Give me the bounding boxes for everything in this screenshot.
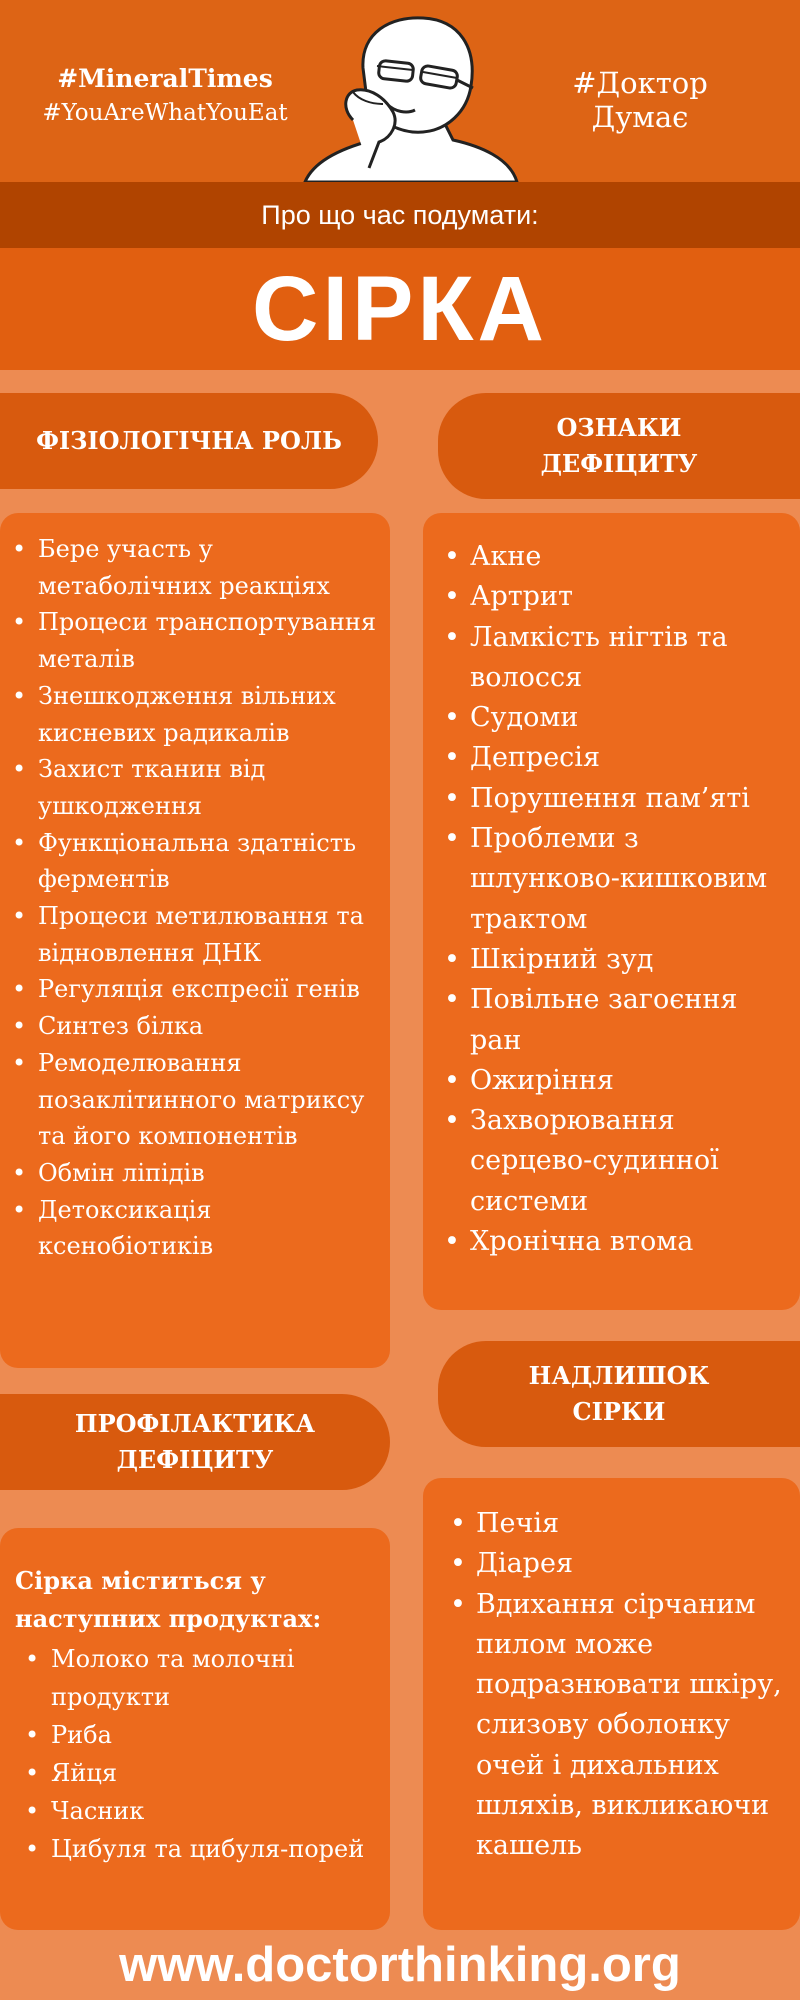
list-item: • Захист тканин від ушкодження [38, 751, 384, 824]
role-heading [0, 393, 378, 489]
excess-list [476, 1504, 788, 1867]
excess-heading [438, 1341, 800, 1447]
list-item: • Синтез білка [38, 1008, 384, 1045]
deficiency-heading [438, 393, 800, 499]
hashtag-doctor-line2: Думає [591, 100, 689, 134]
hashtag-brand: #MineralTimes [57, 64, 273, 93]
list-item: • Шкірний зуд [470, 940, 794, 980]
list-item: • Знешкодження вільних кисневих радикалів [38, 678, 384, 751]
list-item: • Діарея [476, 1544, 788, 1584]
list-item: • Порушення пам’яті [470, 779, 794, 819]
list-item: • Процеси метилювання та відновлення ДНК [38, 898, 384, 971]
list-item: • Ремоделювання позаклітинного матриксу та його компонентів [38, 1045, 384, 1155]
list-item: • Детоксикація ксенобіотиків [38, 1192, 384, 1265]
list-item: • Повільне загоєння ран [470, 980, 794, 1061]
prevention-heading-line1: ПРОФІЛАКТИКА [74, 1409, 316, 1438]
list-item: • Акне [470, 537, 794, 577]
list-item: • Регуляція експресії генів [38, 971, 384, 1008]
prevention-box [0, 1528, 390, 1930]
prevention-intro: Сірка міститься у наступних продуктах: [15, 1566, 322, 1633]
deficiency-box [423, 513, 800, 1310]
excess-box [423, 1478, 800, 1930]
list-item: • Захворювання серцево-судинної системи [470, 1101, 794, 1222]
list-item: • Риба [51, 1716, 384, 1754]
role-list [38, 531, 384, 1265]
deficiency-list [470, 537, 794, 1262]
thinking-doctor-icon [295, 8, 525, 182]
list-item: • Функціональна здатність ферментів [38, 825, 384, 898]
list-item: • Молоко та молочні продукти [51, 1640, 384, 1716]
hashtag-doctor-line1: #Доктор [572, 66, 708, 100]
list-item: • Ламкість нігтів та волосся [470, 618, 794, 699]
role-heading-text: ФІЗІОЛОГІЧНА РОЛЬ [36, 426, 342, 455]
excess-heading-line2: СІРКИ [572, 1397, 666, 1426]
list-item: • Ожиріння [470, 1061, 794, 1101]
list-item: • Хронічна втома [470, 1222, 794, 1262]
prevention-heading [0, 1394, 390, 1490]
deficiency-heading-line2: ДЕФІЦИТУ [540, 449, 698, 478]
list-item: • Часник [51, 1792, 384, 1830]
list-item: • Артрит [470, 577, 794, 617]
list-item: • Проблеми з шлунково-кишковим трактом [470, 819, 794, 940]
list-item: • Цибуля та цибуля-порей [51, 1830, 384, 1868]
list-item: • Яйця [51, 1754, 384, 1792]
list-item: • Судоми [470, 698, 794, 738]
hashtag-doctor [545, 66, 735, 134]
list-item: • Печія [476, 1504, 788, 1544]
prevention-list [15, 1640, 384, 1868]
list-item: • Обмін ліпідів [38, 1155, 384, 1192]
role-box [0, 513, 390, 1368]
hashtag-tagline: #YouAreWhatYouEat [42, 100, 288, 126]
deficiency-heading-line1: ОЗНАКИ [556, 413, 682, 442]
list-item: • Процеси транспортування металів [38, 604, 384, 677]
page-title: СІРКА [0, 248, 800, 370]
list-item: • Бере участь у метаболічних реакціях [38, 531, 384, 604]
excess-heading-line1: НАДЛИШОК [528, 1361, 710, 1390]
list-item: • Депресія [470, 738, 794, 778]
list-item: • Вдихання сірчаним пилом може подразнювати шкіру, слизову оболонку очей і дихальних шляхів, викликаючи кашель [476, 1585, 788, 1867]
subtitle-bar: Про що час подумати: [0, 182, 800, 248]
footer-url: www.doctorthinking.org [119, 1938, 681, 1992]
prevention-heading-line2: ДЕФІЦИТУ [116, 1445, 274, 1474]
